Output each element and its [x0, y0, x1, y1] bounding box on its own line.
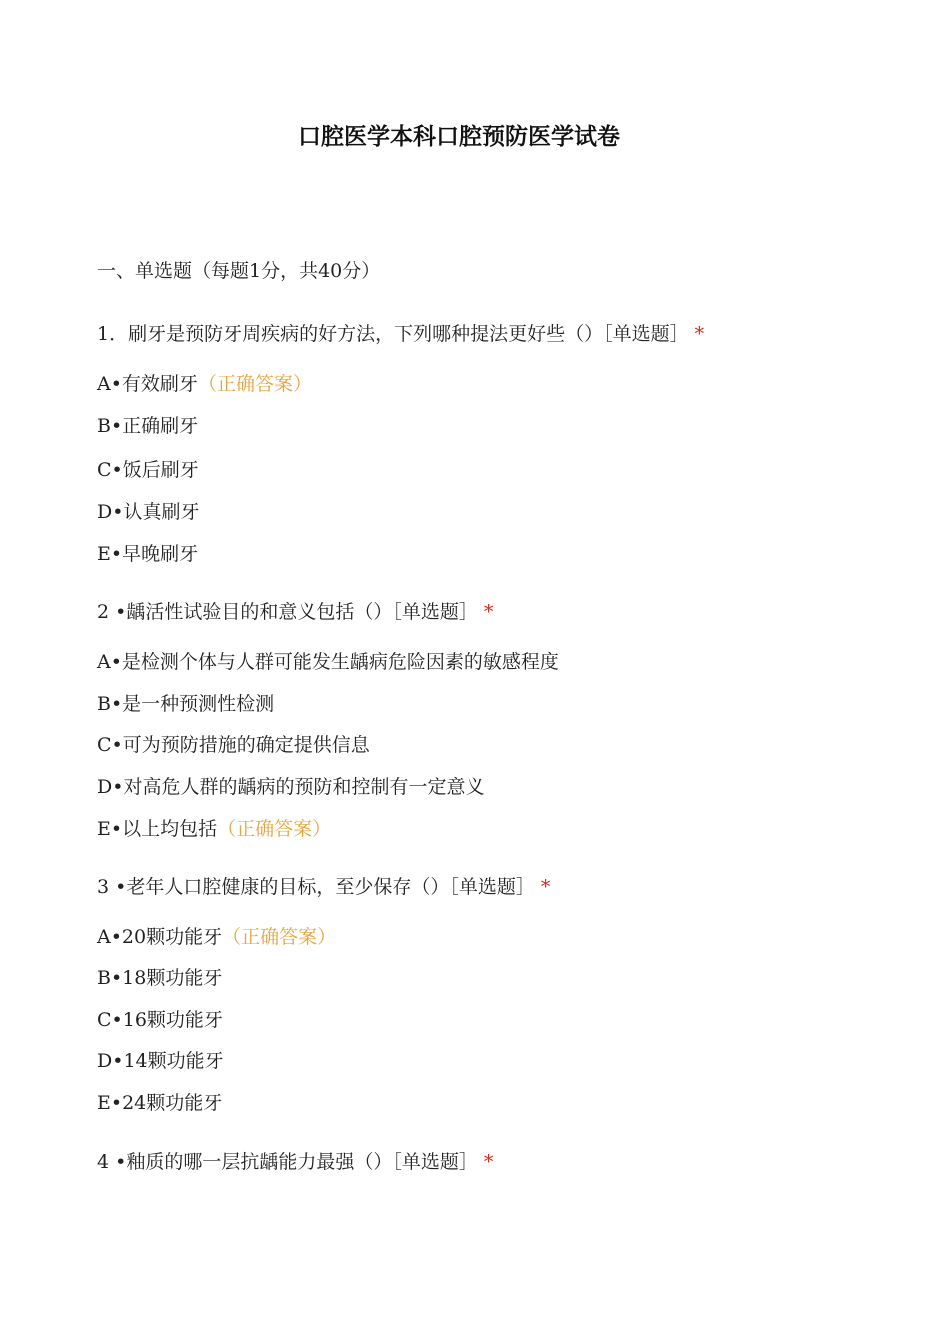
correct-answer-tag: （正确答案）: [222, 926, 337, 948]
question-4-stem: 4 •釉质的哪一层抗龋能力最强（）［单选题］ *: [97, 1151, 494, 1173]
question-1-option-b: B•正确刷牙: [97, 415, 199, 437]
required-mark: *: [694, 323, 705, 345]
page-title: 口腔医学本科口腔预防医学试卷: [298, 124, 620, 150]
question-2-option-d: D•对高危人群的龋病的预防和控制有一定意义: [97, 776, 485, 798]
question-2-option-e: E•以上均包括（正确答案）: [97, 818, 332, 840]
question-3-option-e: E•24颗功能牙: [97, 1092, 223, 1114]
question-1-option-d: D•认真刷牙: [97, 501, 200, 523]
required-mark: *: [540, 876, 551, 898]
question-2-option-a: A•是检测个体与人群可能发生龋病危险因素的敏感程度: [97, 651, 559, 673]
question-1-option-a: A•有效刷牙（正确答案）: [97, 373, 312, 395]
question-3-stem: 3 •老年人口腔健康的目标，至少保存（）［单选题］ *: [97, 876, 551, 898]
correct-answer-tag: （正确答案）: [197, 373, 312, 395]
section-heading: 一、单选题（每题1分，共40分）: [97, 260, 381, 282]
question-3-option-c: C•16颗功能牙: [97, 1009, 223, 1031]
required-mark: *: [483, 1151, 494, 1173]
question-1-stem: 1．刷牙是预防牙周疾病的好方法，下列哪种提法更好些（）［单选题］ *: [97, 323, 705, 345]
question-2-option-b: B•是一种预测性检测: [97, 693, 275, 715]
question-3-option-b: B•18颗功能牙: [97, 967, 223, 989]
question-2-option-c: C•可为预防措施的确定提供信息: [97, 734, 370, 756]
question-3-option-d: D•14颗功能牙: [97, 1050, 224, 1072]
question-1-option-e: E•早晚刷牙: [97, 543, 199, 565]
question-3-option-a: A•20颗功能牙（正确答案）: [97, 926, 337, 948]
required-mark: *: [483, 601, 494, 623]
question-1-option-c: C•饭后刷牙: [97, 459, 199, 481]
question-2-stem: 2 •龋活性试验目的和意义包括（）［单选题］ *: [97, 601, 494, 623]
correct-answer-tag: （正确答案）: [217, 818, 332, 840]
